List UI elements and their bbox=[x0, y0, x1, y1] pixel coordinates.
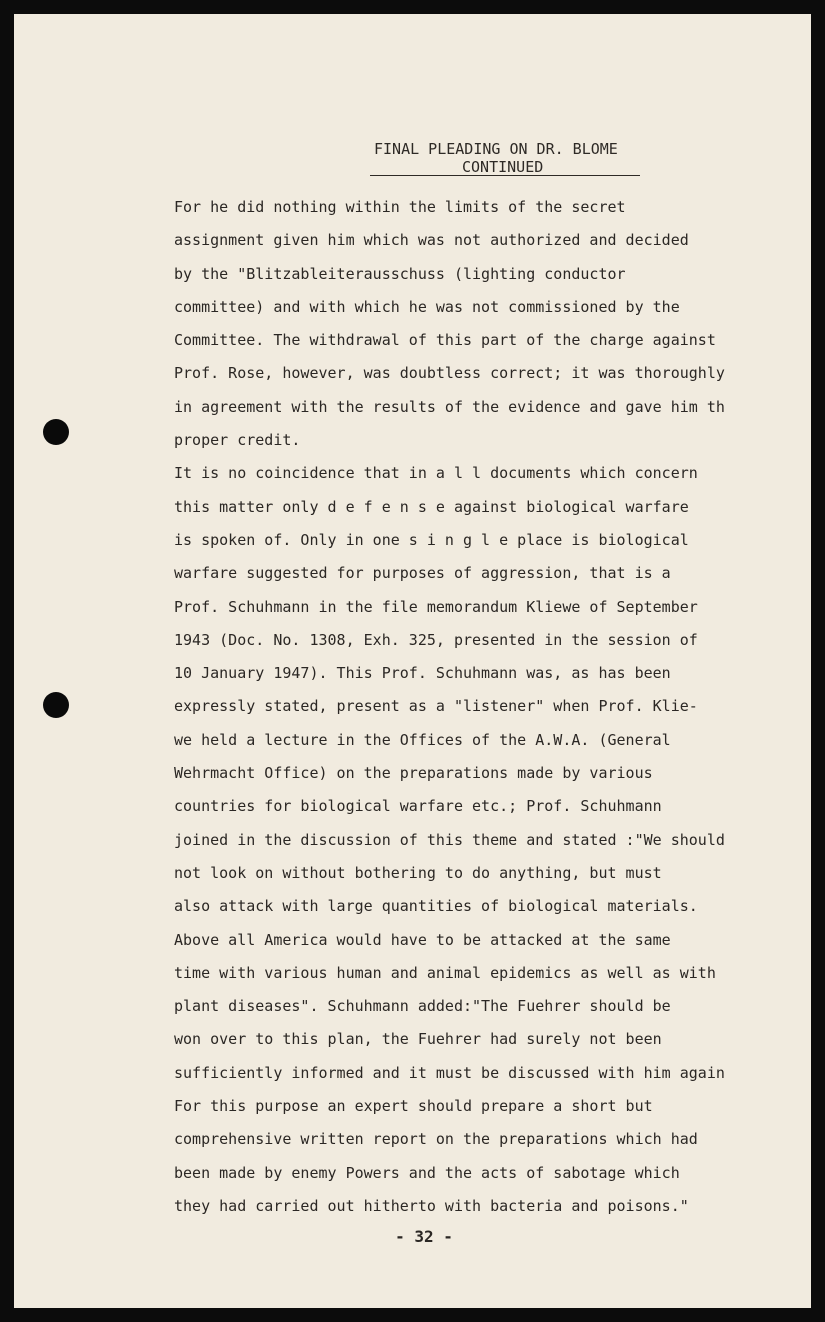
text-line: For this purpose an expert should prepare a short but bbox=[174, 1097, 653, 1116]
text-line: by the "Blitzableiterausschuss (lighting conductor bbox=[174, 264, 626, 283]
text-line: plant diseases". Schuhmann added:"The Fuehrer should be bbox=[174, 997, 671, 1016]
title-underline bbox=[370, 175, 640, 176]
title-line: FINAL PLEADING ON DR. BLOME bbox=[374, 140, 618, 158]
text-line: joined in the discussion of this theme and stated :"We should bbox=[174, 830, 725, 849]
text-line: 10 January 1947). This Prof. Schuhmann was, as has been bbox=[174, 664, 671, 683]
text-line: Prof. Schuhmann in the file memorandum Kliewe of September bbox=[174, 597, 698, 616]
text-line: is spoken of. Only in one s i n g l e place is biological bbox=[174, 530, 689, 549]
text-line: in agreement with the results of the evidence and gave him th bbox=[174, 397, 725, 416]
text-line: also attack with large quantities of biological materials. bbox=[174, 897, 698, 916]
text-line: this matter only d e f e n s e against biological warfare bbox=[174, 497, 689, 516]
text-line: Above all America would have to be attacked at the same bbox=[174, 930, 671, 949]
text-line: Prof. Rose, however, was doubtless correct; it was thoroughly bbox=[174, 364, 725, 383]
body-text bbox=[174, 191, 779, 1223]
page-number: - 32 - bbox=[395, 1227, 453, 1246]
text-line: not look on without bothering to do anything, but must bbox=[174, 863, 662, 882]
punch-hole bbox=[43, 419, 69, 445]
text-line: been made by enemy Powers and the acts of sabotage which bbox=[174, 1163, 680, 1182]
text-line: proper credit. bbox=[174, 431, 301, 450]
text-line: they had carried out hitherto with bacteria and poisons." bbox=[174, 1196, 689, 1215]
text-line: Wehrmacht Office) on the preparations made by various bbox=[174, 764, 653, 783]
text-line: comprehensive written report on the preparations which had bbox=[174, 1130, 698, 1149]
text-line: 1943 (Doc. No. 1308, Exh. 325, presented in the session of bbox=[174, 630, 698, 649]
text-line: assignment given him which was not authorized and decided bbox=[174, 231, 689, 250]
text-line: we held a lecture in the Offices of the A.W.A. (General bbox=[174, 730, 671, 749]
text-line: expressly stated, present as a "listener" when Prof. Klie- bbox=[174, 697, 698, 716]
text-line: Committee. The withdrawal of this part of the charge against bbox=[174, 331, 716, 350]
text-line: countries for biological warfare etc.; Prof. Schuhmann bbox=[174, 797, 662, 816]
punch-hole bbox=[43, 692, 69, 718]
text-line: It is no coincidence that in a l l documents which concern bbox=[174, 464, 698, 483]
text-line: won over to this plan, the Fuehrer had surely not been bbox=[174, 1030, 662, 1049]
text-line: warfare suggested for purposes of aggression, that is a bbox=[174, 564, 671, 583]
text-line: sufficiently informed and it must be discussed with him again bbox=[174, 1063, 725, 1082]
title-subline: CONTINUED bbox=[462, 158, 544, 176]
document-page bbox=[14, 14, 811, 1308]
text-line: committee) and with which he was not commissioned by the bbox=[174, 297, 680, 316]
text-line: For he did nothing within the limits of the secret bbox=[174, 198, 626, 216]
text-line: time with various human and animal epidemics as well as with bbox=[174, 963, 716, 982]
